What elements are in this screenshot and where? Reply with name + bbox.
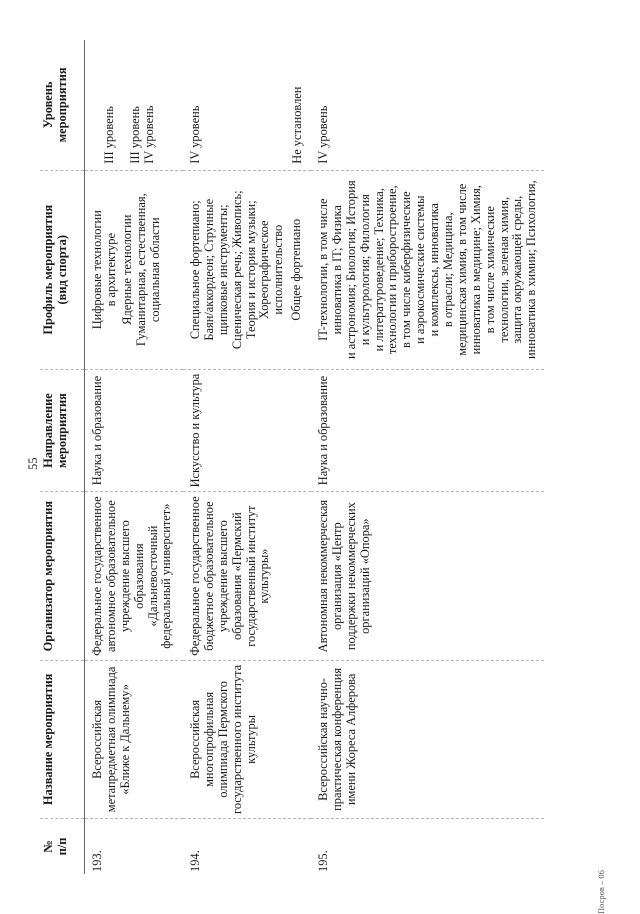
events-table <box>40 40 544 874</box>
event-organizer: Федеральное государственное бюджетное образовательное учреждение высшего образования «Пермский государственный институт культуры» <box>183 492 311 660</box>
event-direction: Искусство и культура <box>183 369 311 492</box>
header-level: Уровень мероприятия <box>40 40 85 170</box>
event-name: Всероссийская многопрофильная олимпиада Пермского государственного института культуры <box>183 660 311 818</box>
event-name: Всероссийская метапредметная олимпиада «Ближе к Дальнему» <box>85 660 184 818</box>
event-level: IV уровень <box>311 40 544 170</box>
event-profile: Специальное фортепиано; Баян/аккордеон; Струнные щипковые инструменты; Сценическая речь; Живопись; Теория и история музыки; Хореографическое исполнительство Общее фортепиано <box>183 170 311 369</box>
header-num: № п/п <box>41 837 69 856</box>
table-row <box>311 40 544 874</box>
header-profile: Профиль мероприятия (вид спорта) <box>40 170 85 369</box>
header-direction: Направление мероприятия <box>40 369 85 492</box>
event-direction: Наука и образование <box>311 369 544 492</box>
event-level: III уровень III уровень IV уровень <box>85 40 184 170</box>
event-organizer: Федеральное государственное автономное образовательное учреждение высшего образования «Дальневосточный федеральный университет» <box>85 492 184 660</box>
event-direction: Наука и образование <box>85 369 184 492</box>
row-number: 195. <box>316 850 330 872</box>
page-number: 55 <box>26 457 40 470</box>
event-level: IV уровень Не установлен <box>183 40 311 170</box>
event-name: Всероссийская научно- практическая конференция имени Жореса Алферова <box>311 660 544 818</box>
row-number: 194. <box>188 850 202 872</box>
header-organizer: Организатор мероприятия <box>40 492 85 660</box>
event-organizer: Автономная некоммерческая организация «Центр поддержки некоммерческих организаций «Опора» <box>311 492 544 660</box>
table-row <box>183 40 311 874</box>
rotated-page <box>26 40 606 914</box>
row-number: 193. <box>90 850 104 872</box>
table-row <box>85 40 184 874</box>
event-profile: IT-технологии, в том числе инноватика в IT; Физика и астрономия; Биология; История и культурология; Филология и литературоведение; Техника, технологии и приборостроение, в том числе киберфизические и аэрокосмические системы и комплексы, инноватика в отрасли; Медицина, медицинская химия, в том числе инноватика в медицине; Химия, в том числе химические технологии, зеленая химия, защита окружающей среды, инноватика в химии; Психология, <box>311 170 544 369</box>
event-profile: Цифровые технологии в архитектуре Ядерные технологии Гуманитарная, естественная, социальная области <box>85 170 184 369</box>
header-name: Название мероприятия <box>40 660 85 818</box>
table-header-row <box>40 40 85 874</box>
page-footer: Посров – 06 <box>596 870 606 914</box>
